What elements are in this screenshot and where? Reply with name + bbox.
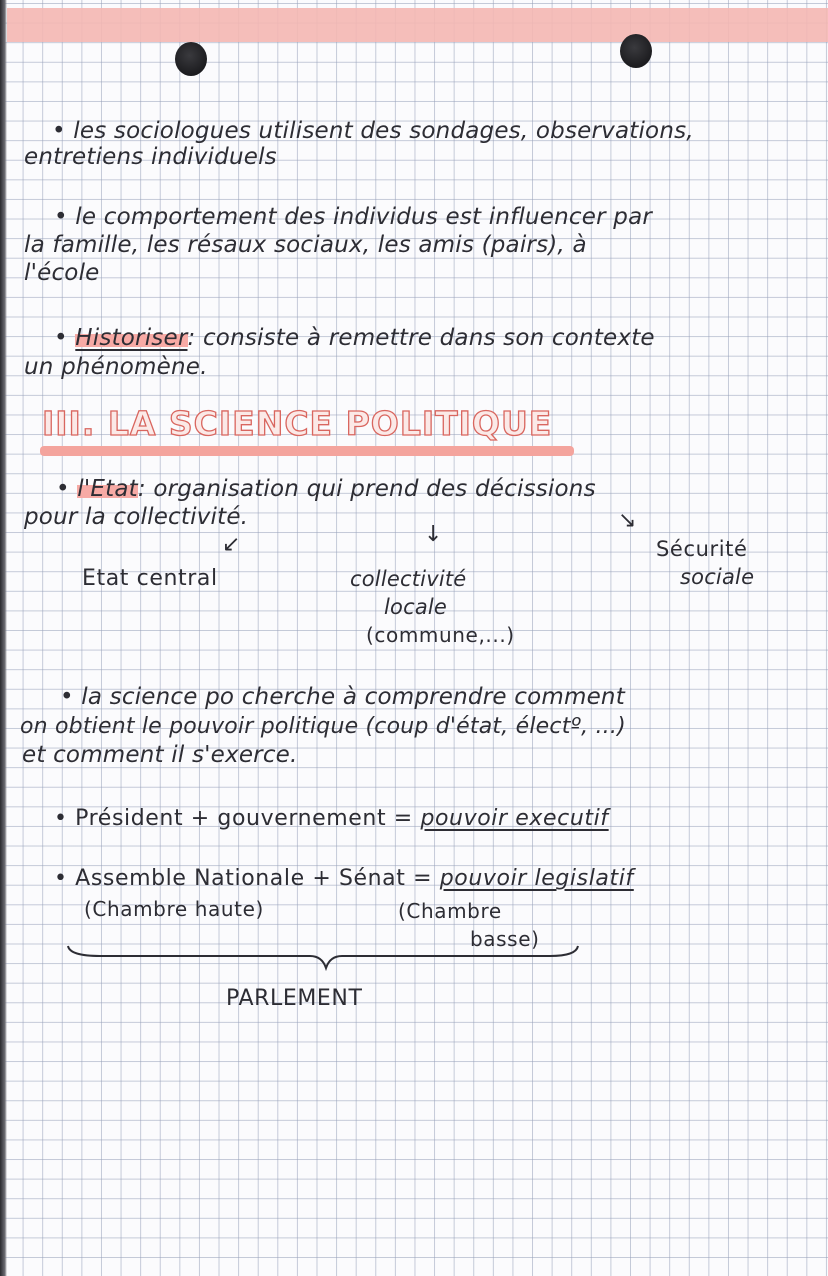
executif-left: • Président + gouvernement = — [54, 806, 413, 831]
branch-collectivite-line3: (commune,...) — [366, 623, 515, 647]
arrow-down-icon: ↓ — [424, 522, 443, 547]
arrow-down-left-icon: ↙ — [222, 532, 241, 557]
executif-right: pouvoir executif — [420, 806, 609, 831]
note-legislatif — [54, 866, 634, 892]
branch-etat-central: Etat central — [82, 566, 218, 591]
legislatif-left: • Assemble Nationale + Sénat = — [54, 866, 433, 891]
section-title: III. LA SCIENCE POLITIQUE — [42, 404, 553, 443]
parlement-label: PARLEMENT — [226, 986, 363, 1011]
term-historiser: Historiser — [75, 325, 188, 351]
term-etat: l'Etat — [77, 476, 138, 502]
branch-collectivite-line1: collectivité — [350, 567, 467, 591]
legislatif-right: pouvoir legislatif — [439, 866, 634, 891]
top-highlight-band — [7, 8, 828, 42]
note-sociologues-line1: • les sociologues utilisent des sondages, observations, — [52, 118, 694, 144]
chambre-haute: (Chambre haute) — [84, 897, 264, 921]
note-etat-line1 — [56, 476, 596, 502]
page-edge — [0, 0, 7, 1276]
note-comportement-line1: • le comportement des individus est influencer par — [54, 204, 653, 230]
note-sciencepo-line1: • la science po cherche à comprendre comment — [60, 684, 625, 710]
note-historiser-line2: un phénomène. — [24, 354, 208, 380]
note-historiser-line1 — [54, 325, 655, 351]
historiser-definition: : consiste à remettre dans son contexte — [187, 325, 655, 351]
branch-collectivite-line2: locale — [384, 595, 448, 619]
branch-securite-line1: Sécurité — [656, 537, 748, 561]
binder-hole-right — [620, 34, 652, 68]
bullet-dot: • — [56, 476, 70, 502]
note-executif — [54, 806, 609, 832]
binder-hole-left — [175, 42, 207, 76]
bullet-dot: • — [54, 325, 68, 351]
note-sciencepo-line2: on obtient le pouvoir politique (coup d'état, électº, ...) — [20, 714, 626, 739]
parlement-brace — [60, 940, 590, 976]
chambre-basse-line2: basse) — [470, 927, 540, 951]
note-comportement-line3: l'école — [24, 260, 100, 286]
note-sociologues-line2: entretiens individuels — [24, 144, 277, 170]
note-sciencepo-line3: et comment il s'exerce. — [22, 742, 298, 768]
note-etat-line2: pour la collectivité. — [24, 504, 249, 530]
etat-definition: : organisation qui prend des décissions — [137, 476, 596, 502]
note-comportement-line2: la famille, les résaux sociaux, les amis (pairs), à — [24, 232, 587, 258]
branch-securite-line2: sociale — [680, 565, 755, 589]
chambre-basse-line1: (Chambre — [398, 899, 502, 923]
section-title-underline — [40, 446, 574, 456]
arrow-down-right-icon: ↘ — [618, 508, 637, 533]
